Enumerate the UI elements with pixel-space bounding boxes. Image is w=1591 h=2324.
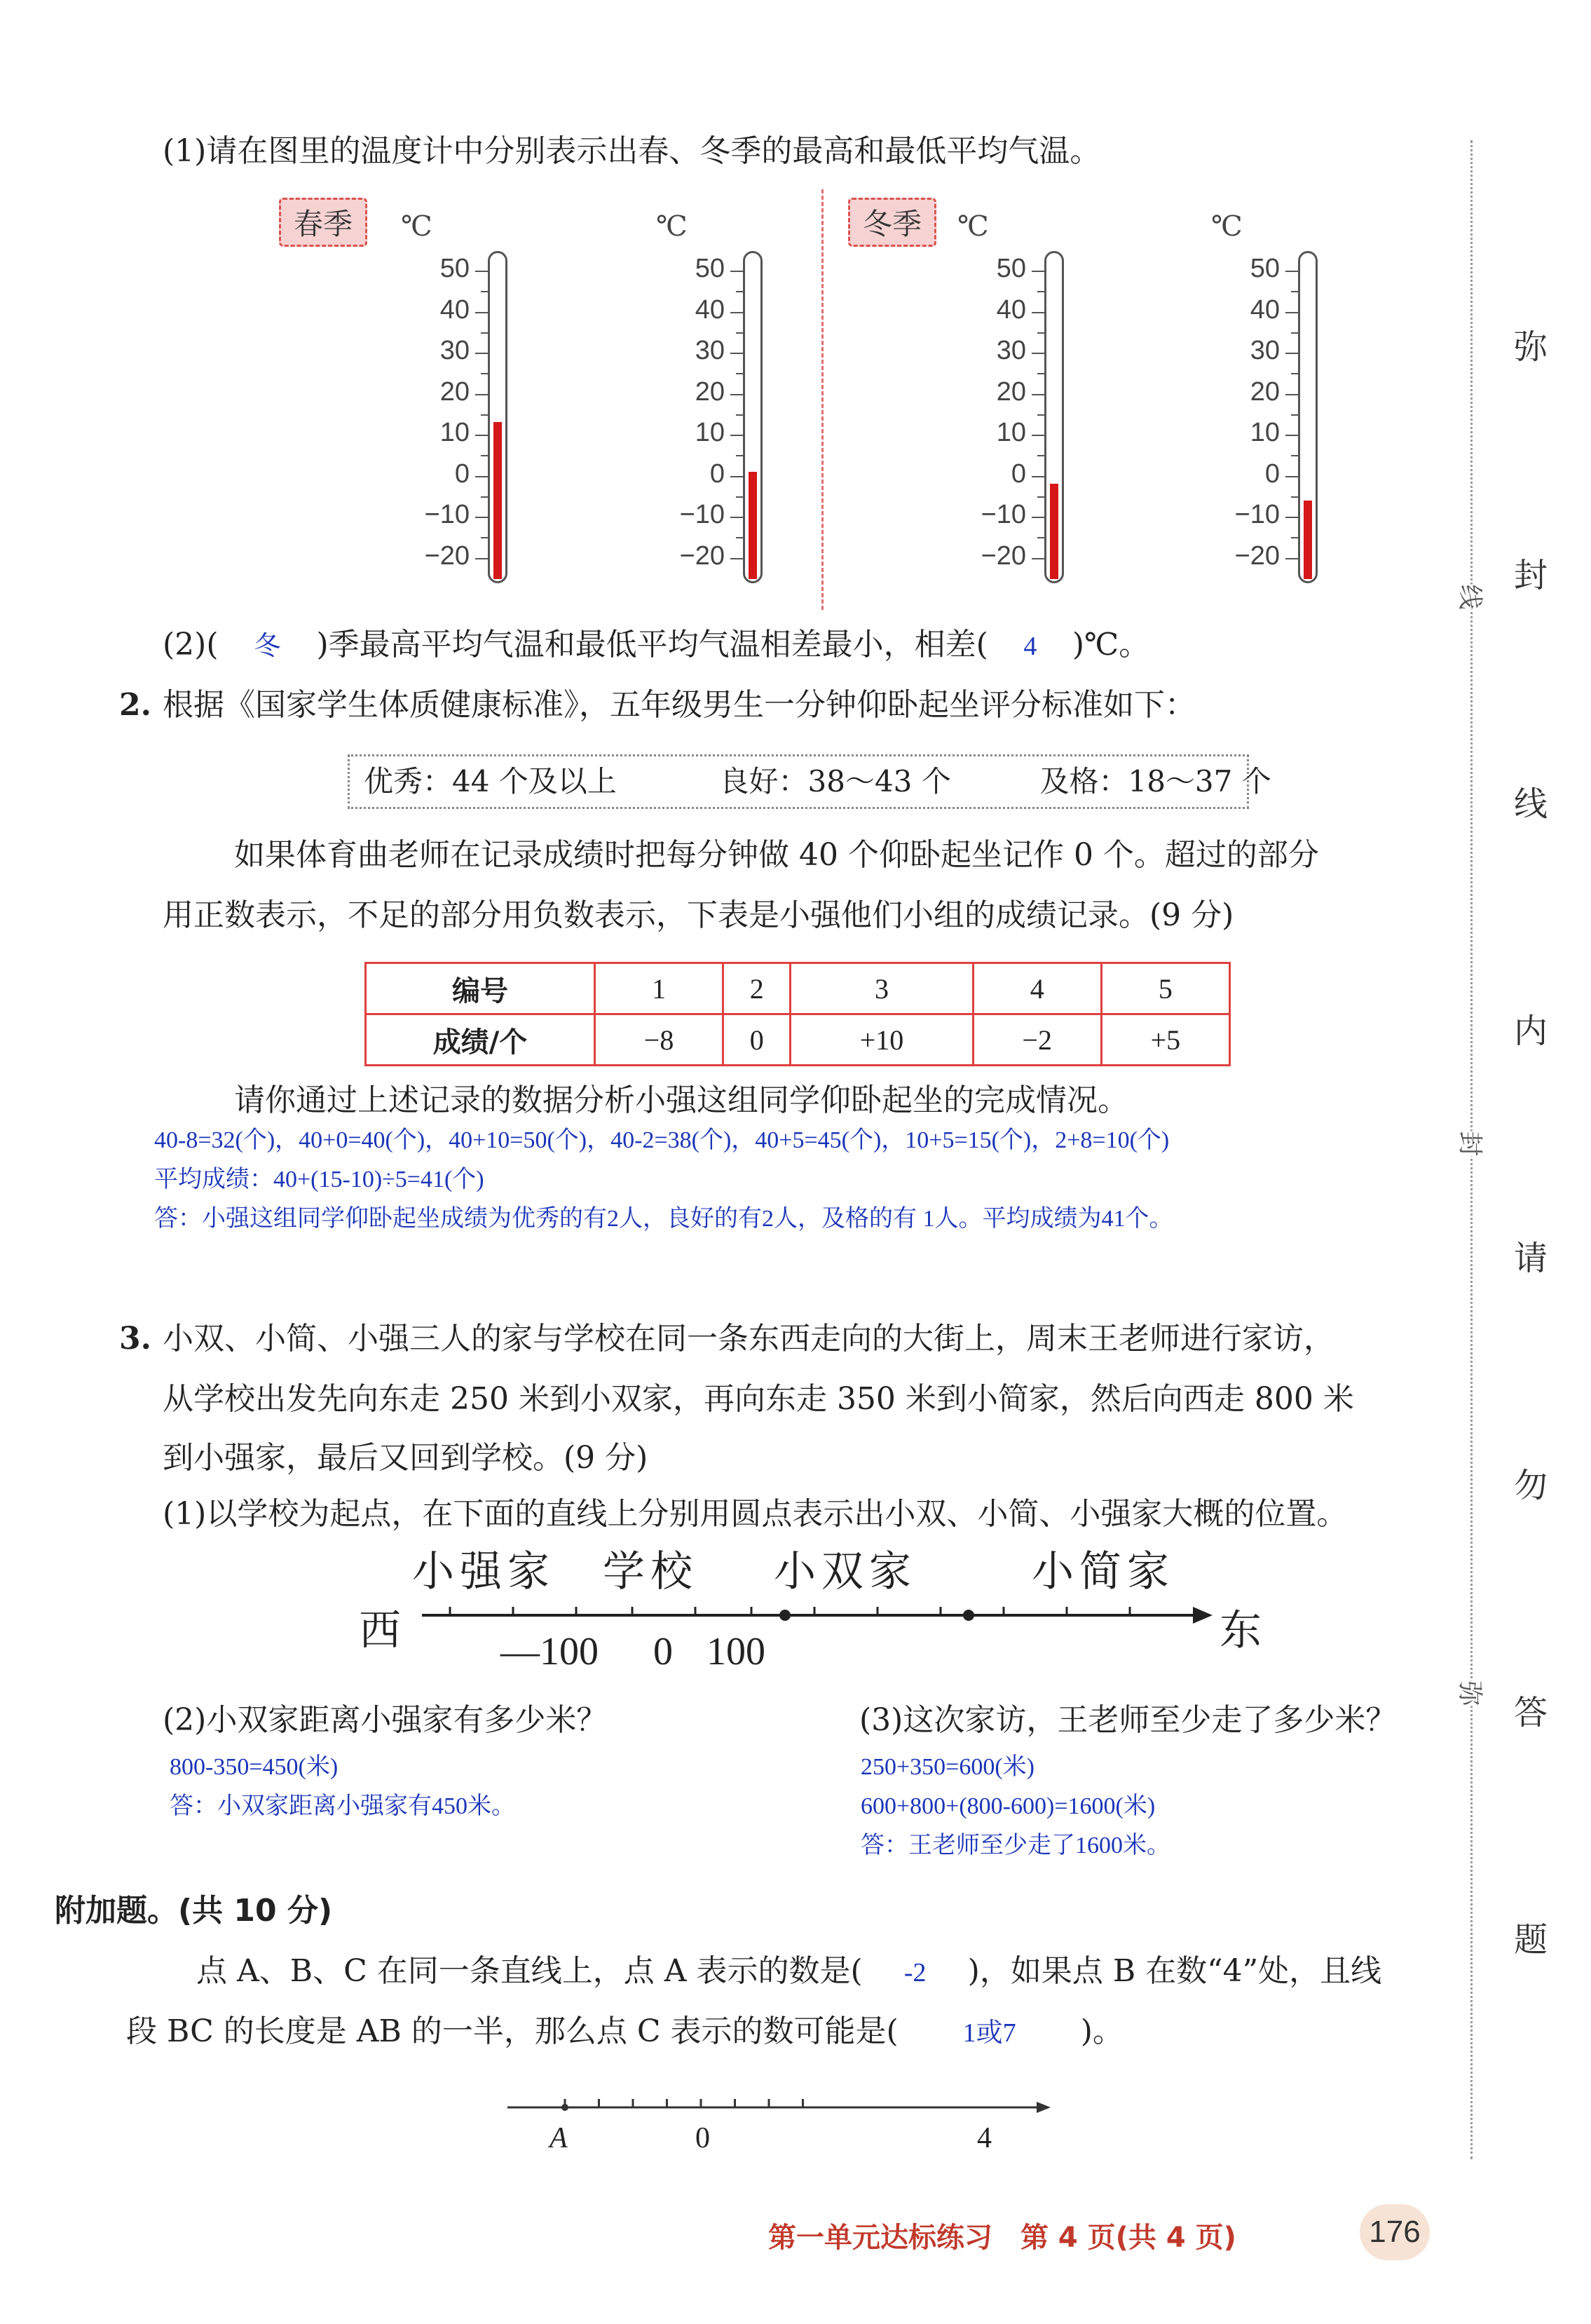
- scale-minor-tick: [1291, 455, 1298, 456]
- scale-label: −10: [981, 500, 1026, 529]
- score-table: [364, 962, 1231, 1066]
- table-row-label: 成绩/个: [366, 1014, 595, 1066]
- scale-minor-tick: [736, 373, 743, 374]
- q3-part3-answer2: 600+800+(800-600)=1600(米): [861, 1793, 1156, 1819]
- extra-title: 附加题。(共 10 分): [55, 1893, 333, 1929]
- scale-tick: [475, 558, 488, 559]
- scale-minor-tick: [1037, 537, 1044, 538]
- scale-tick: [1032, 558, 1044, 559]
- side-small-char: 封: [1454, 1131, 1490, 1156]
- footer-text: 第一单元达标练习 第 4 页(共 4 页): [768, 2222, 1236, 2254]
- scale-label: −20: [679, 541, 725, 571]
- side-small-char: 弥: [1454, 1680, 1490, 1706]
- scale-label: 30: [996, 336, 1026, 365]
- standard-box: [348, 754, 1271, 809]
- scale-minor-tick: [1037, 291, 1044, 292]
- extra-line1-a: 点 A、B、C 在同一条直线上，点 A 表示的数是(: [196, 1953, 863, 1989]
- q1-part2-middle: )季最高平均气温和最低平均气温相差最小，相差(: [316, 627, 988, 662]
- point-a: [561, 2104, 568, 2111]
- scale-tick: [730, 312, 743, 313]
- q2-prompt: 请你通过上述记录的数据分析小强这组同学仰卧起坐的完成情况。: [234, 1082, 1128, 1118]
- table-cell-id: 1: [595, 963, 723, 1014]
- extra-axis-ticks: [565, 2099, 803, 2107]
- tick-label-100: 100: [706, 1630, 765, 1673]
- q1-part1-text: (1)请在图里的温度计中分别表示出春、冬季的最高和最低平均气温。: [163, 133, 1101, 169]
- scale-minor-tick: [736, 291, 743, 292]
- q3-line3: 到小强家，最后又回到学校。(9 分): [163, 1440, 648, 1476]
- scale-label: 0: [1011, 458, 1026, 489]
- scale-label: 10: [996, 418, 1026, 447]
- scale-tick: [475, 312, 488, 313]
- scale-minor-tick: [481, 414, 488, 416]
- scale-minor-tick: [481, 373, 488, 374]
- scale-tick: [1285, 558, 1298, 559]
- q1-part2-line: [163, 624, 1149, 667]
- table-cell-score: −2: [973, 1014, 1101, 1066]
- scale-tick: [1285, 435, 1298, 436]
- side-char: 弥: [1514, 327, 1548, 367]
- unit-label: ℃: [656, 210, 688, 243]
- scale-tick: [475, 435, 488, 436]
- scale-label: −10: [424, 500, 470, 529]
- scale-minor-tick: [1291, 291, 1298, 292]
- scale-label: −10: [1234, 500, 1280, 529]
- season-divider: [821, 189, 824, 610]
- q3-part2-answer2: 答：小双家距离小强家有450米。: [170, 1793, 515, 1819]
- label-xiaoshuang: 小双家: [774, 1547, 917, 1596]
- side-char: 内: [1514, 1012, 1548, 1051]
- q2-para2: 用正数表示，不足的部分用负数表示，下表是小强他们小组的成绩记录。(9 分): [163, 897, 1234, 933]
- scale-tick: [1285, 353, 1298, 354]
- scale-minor-tick: [1037, 455, 1044, 456]
- extra-answer-c: 1或7: [962, 2018, 1016, 2048]
- table-row: [366, 1014, 1230, 1066]
- extra-label-a: A: [549, 2122, 568, 2154]
- scale-tick: [475, 394, 488, 395]
- extra-line2-a: 段 BC 的长度是 AB 的一半，那么点 C 表示的数可能是(: [126, 2013, 899, 2049]
- extra-answer-a: -2: [903, 1958, 927, 1987]
- extra-line1: [196, 1950, 1381, 1994]
- scale-minor-tick: [481, 332, 488, 334]
- scale-label: 10: [695, 418, 725, 447]
- scale-tick: [475, 476, 488, 477]
- side-small-char: 线: [1454, 584, 1490, 609]
- side-char: 题: [1514, 1920, 1548, 1959]
- label-east: 东: [1220, 1606, 1262, 1655]
- scale-minor-tick: [736, 332, 743, 334]
- q1-answer-season: 冬: [254, 632, 281, 661]
- scale-tick: [475, 271, 488, 272]
- q1-part2-prefix: (2)(: [163, 627, 219, 662]
- scale-minor-tick: [736, 414, 743, 416]
- unit-label: ℃: [1211, 210, 1243, 243]
- q3-number: 3.: [119, 1321, 151, 1357]
- scale-tick: [730, 435, 743, 436]
- table-cell-score: +10: [791, 1014, 973, 1066]
- scale-minor-tick: [1291, 332, 1298, 334]
- table-cell-id: 4: [973, 963, 1101, 1014]
- std-good: 良好：38～43 个: [719, 764, 951, 799]
- scale-label: 10: [1250, 418, 1280, 447]
- tick-label-neg100: —100: [500, 1630, 599, 1673]
- q1-part2-suffix: )℃。: [1072, 627, 1150, 662]
- q3-part3: (3)这次家访，王老师至少走了多少米？: [859, 1702, 1397, 1738]
- q3-part3-answer3: 答：王老师至少走了1600米。: [861, 1833, 1170, 1858]
- q2-answer-line3: 答：小强这组同学仰卧起坐成绩为优秀的有2人，良好的有2人，及格的有 1人。平均成绩为41个。: [154, 1206, 1173, 1232]
- side-char: 线: [1514, 784, 1548, 824]
- winter-tag: 冬季: [848, 198, 936, 247]
- scale-tick: [1032, 517, 1044, 518]
- scale-label: 20: [439, 376, 470, 407]
- scale-tick: [730, 558, 743, 559]
- page-number: 176: [1360, 2204, 1430, 2260]
- spring-tag: 春季: [279, 198, 367, 247]
- scale-label: −20: [1234, 541, 1280, 571]
- extra-line1-b: )，如果点 B 在数“4”处，且线: [967, 1953, 1382, 1989]
- scale-minor-tick: [1037, 373, 1044, 374]
- scale-minor-tick: [1037, 496, 1044, 498]
- scale-label: 40: [996, 294, 1026, 325]
- scale-tick: [1032, 312, 1044, 313]
- scale-label: 50: [439, 254, 470, 283]
- scale-minor-tick: [736, 496, 743, 498]
- scale-tick: [1285, 517, 1298, 518]
- label-west: 西: [359, 1606, 401, 1655]
- scale-label: 0: [709, 458, 725, 489]
- side-char: 封: [1514, 556, 1548, 595]
- scale-minor-tick: [1291, 373, 1298, 374]
- scale-label: 20: [695, 376, 725, 407]
- std-pass: 及格：18～37 个: [1039, 764, 1271, 799]
- q2-answer-line1: 40-8=32(个)，40+0=40(个)，40+10=50(个)，40-2=38(个)，40+5=45(个)，10+5=15(个)，2+8=10(个): [154, 1127, 1170, 1153]
- scale-label: 30: [695, 336, 725, 365]
- extra-number-line: [507, 2093, 1054, 2121]
- scale-tick: [475, 517, 488, 518]
- scale-tick: [1032, 476, 1044, 477]
- thermometer-fill: [1050, 484, 1058, 579]
- table-row: [366, 963, 1230, 1014]
- axis-arrow: [1193, 1607, 1213, 1624]
- scale-minor-tick: [481, 496, 488, 498]
- extra-line2: [126, 2011, 1124, 2054]
- extra-line2-b: )。: [1080, 2013, 1124, 2049]
- extra-axis-arrow: [1037, 2102, 1051, 2113]
- tick-label-0: 0: [653, 1630, 673, 1673]
- extra-label-0: 0: [695, 2122, 710, 2154]
- q2-answer-line2: 平均成绩：40+(15-10)÷5=41(个): [154, 1167, 484, 1192]
- unit-label: ℃: [401, 210, 432, 243]
- std-excellent: 优秀：44 个及以上: [364, 764, 617, 799]
- scale-tick: [1032, 435, 1044, 436]
- scale-label: 10: [439, 418, 470, 447]
- q3-part3-answer1: 250+350=600(米): [861, 1754, 1035, 1780]
- scale-tick: [730, 476, 743, 477]
- thermometer-fill: [749, 472, 757, 579]
- scale-label: 0: [1264, 458, 1280, 489]
- scale-tick: [730, 394, 743, 395]
- label-school: 学校: [603, 1547, 698, 1596]
- scale-label: −20: [424, 541, 470, 571]
- table-cell-id: 2: [723, 963, 791, 1014]
- scale-label: 40: [695, 294, 725, 325]
- q3-line1: 小双、小简、小强三人的家与学校在同一条东西走向的大街上，周末王老师进行家访，: [163, 1321, 1334, 1357]
- scale-minor-tick: [481, 537, 488, 538]
- scale-tick: [1285, 312, 1298, 313]
- scale-tick: [1032, 353, 1044, 354]
- scale-tick: [475, 353, 488, 354]
- q3-part1: (1)以学校为起点，在下面的直线上分别用圆点表示出小双、小简、小强家大概的位置。: [163, 1496, 1348, 1532]
- scale-tick: [730, 271, 743, 272]
- table-cell-score: −8: [595, 1014, 723, 1066]
- table-header-label: 编号: [366, 963, 595, 1014]
- scale-minor-tick: [1291, 537, 1298, 538]
- scale-label: 50: [695, 254, 725, 283]
- q3-line2: 从学校出发先向东走 250 米到小双家，再向东走 350 米到小简家，然后向西走 800 米: [163, 1381, 1354, 1417]
- scale-label: −10: [679, 500, 725, 529]
- scale-minor-tick: [736, 537, 743, 538]
- q2-para1: 如果体育曲老师在记录成绩时把每分钟做 40 个仰卧起坐记作 0 个。超过的部分: [234, 837, 1319, 873]
- scale-minor-tick: [481, 291, 488, 292]
- q3-part2-answer1: 800-350=450(米): [170, 1754, 339, 1780]
- scale-label: −20: [981, 541, 1026, 571]
- scale-label: 40: [439, 294, 470, 325]
- scale-minor-tick: [1291, 414, 1298, 416]
- q2-title: 根据《国家学生体质健康标准》，五年级男生一分钟仰卧起坐评分标准如下：: [163, 687, 1196, 723]
- table-cell-score: +5: [1101, 1014, 1229, 1066]
- scale-label: 50: [996, 254, 1026, 283]
- extra-label-4: 4: [977, 2122, 992, 2154]
- scale-tick: [1032, 271, 1044, 272]
- scale-label: 20: [996, 376, 1026, 407]
- dot-xiaojian: [963, 1610, 974, 1621]
- house-number-line: [359, 1538, 1270, 1678]
- q3-part2: (2)小双家距离小强家有多少米？: [163, 1702, 608, 1738]
- scale-label: 20: [1250, 376, 1280, 407]
- scale-minor-tick: [736, 455, 743, 456]
- scale-minor-tick: [481, 455, 488, 456]
- scale-minor-tick: [1037, 332, 1044, 334]
- scale-tick: [1032, 394, 1044, 395]
- scale-tick: [730, 353, 743, 354]
- dot-xiaoshuang: [779, 1610, 791, 1621]
- side-char: 请: [1514, 1239, 1548, 1278]
- side-char: 答: [1514, 1693, 1548, 1732]
- scale-tick: [730, 517, 743, 518]
- label-xiaoqiang: 小强家: [412, 1547, 555, 1596]
- scale-label: 30: [439, 336, 470, 365]
- table-cell-id: 5: [1101, 963, 1229, 1014]
- scale-label: 0: [454, 458, 470, 489]
- scale-minor-tick: [1291, 496, 1298, 498]
- scale-label: 30: [1250, 336, 1280, 365]
- scale-tick: [1285, 394, 1298, 395]
- scale-minor-tick: [1037, 414, 1044, 416]
- thermometer-fill: [493, 422, 502, 579]
- thermometer-fill: [1304, 501, 1312, 579]
- label-xiaojian: 小简家: [1032, 1547, 1175, 1596]
- scale-tick: [1285, 476, 1298, 477]
- scale-label: 40: [1250, 294, 1280, 325]
- q2-number: 2.: [119, 687, 151, 723]
- house-axis: [422, 1601, 1214, 1629]
- table-cell-score: 0: [723, 1014, 791, 1066]
- scale-label: 50: [1250, 254, 1280, 283]
- scale-tick: [1285, 271, 1298, 272]
- unit-label: ℃: [957, 210, 989, 243]
- side-char: 勿: [1514, 1466, 1548, 1505]
- q1-answer-diff: 4: [1023, 632, 1037, 661]
- table-cell-id: 3: [791, 963, 973, 1014]
